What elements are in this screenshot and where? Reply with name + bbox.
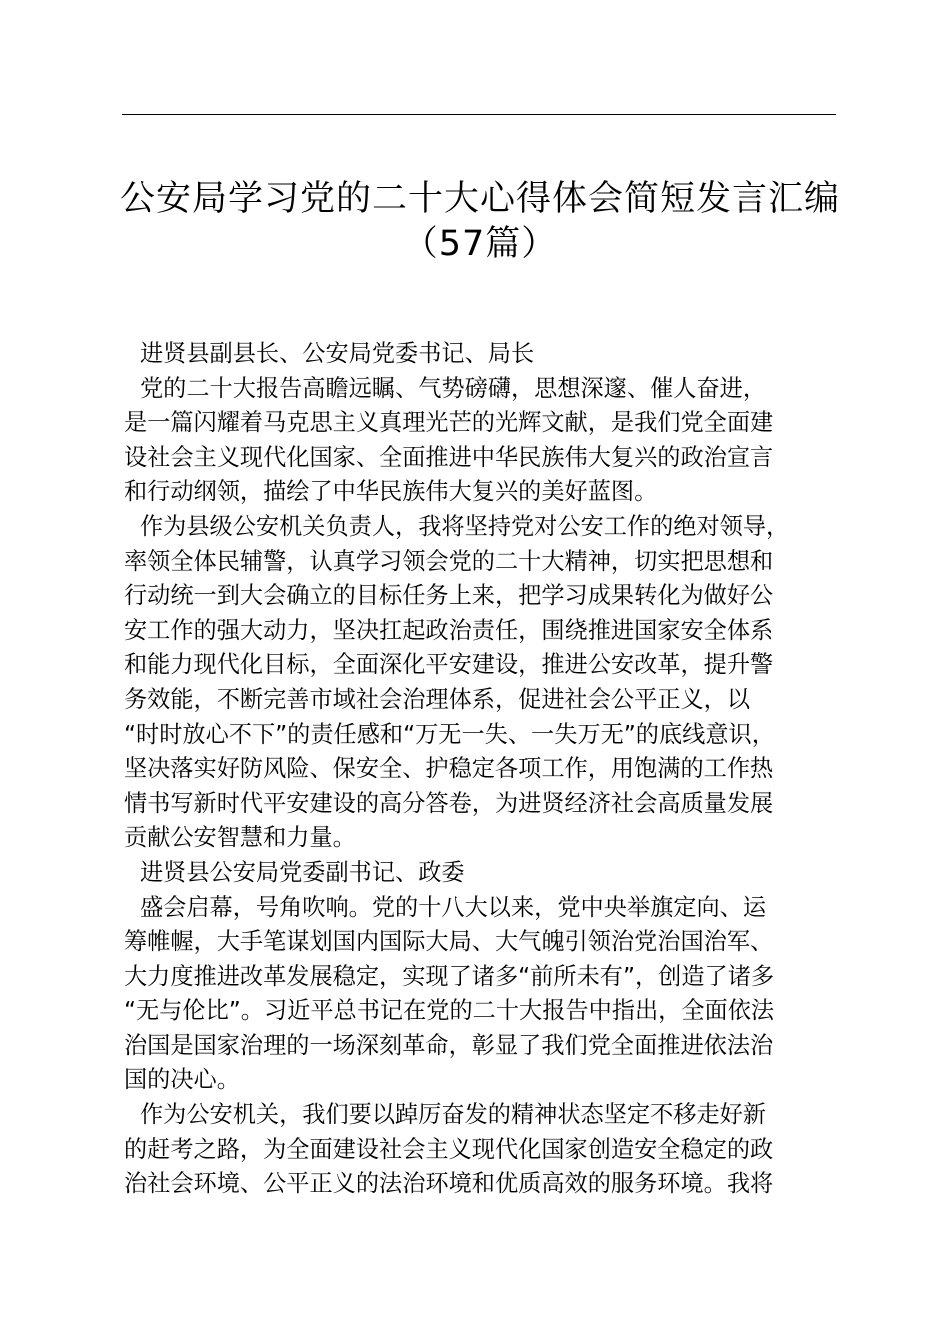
text-line: 是一篇闪耀着马克思主义真理光芒的光辉文献，是我们党全面建 xyxy=(124,409,774,437)
text-line: 行动统一到大会确立的目标任务上来，把学习成果转化为做好公 xyxy=(124,582,774,610)
text-line: 治社会环境、公平正义的法治环境和优质高效的服务环境。我将 xyxy=(124,1170,774,1198)
text-line: 盛会启幕，号角吹响。党的十八大以来，党中央举旗定向、运 xyxy=(140,893,767,921)
text-line: 设社会主义现代化国家、全面推进中华民族伟大复兴的政治宣言 xyxy=(124,443,774,471)
text-line: 筹帷幄，大手笔谋划国内国际大局、大气魄引领治党治国治军、 xyxy=(124,928,774,956)
header-rule xyxy=(122,114,836,115)
text-line: 国的决心。 xyxy=(124,1066,240,1094)
document-title: 公安局学习党的二十大心得体会简短发言汇编 xyxy=(119,179,840,219)
text-line: 进贤县副县长、公安局党委书记、局长 xyxy=(140,340,535,367)
text-line: 作为县级公安机关负责人，我将坚持党对公安工作的绝对领导， xyxy=(140,512,790,540)
text-line: 率领全体民辅警，认真学习领会党的二十大精神，切实把思想和 xyxy=(124,547,774,575)
text-line: “无与伦比”。习近平总书记在党的二十大报告中指出，全面依法 xyxy=(124,997,775,1025)
text-line: 和能力现代化目标，全面深化平安建设，推进公安改革，提升警 xyxy=(124,651,774,679)
text-line: 大力度推进改革发展稳定，实现了诸多“前所未有”，创造了诸多 xyxy=(124,962,775,990)
text-line: 情书写新时代平安建设的高分答卷，为进贤经济社会高质量发展 xyxy=(124,789,774,817)
text-line: 治国是国家治理的一场深刻革命，彰显了我们党全面推进依法治 xyxy=(124,1031,774,1059)
document-subtitle: （57篇） xyxy=(402,224,558,264)
text-line: 党的二十大报告高瞻远瞩、气势磅礴，思想深邃、催人奋进， xyxy=(140,374,767,402)
text-line: 进贤县公安局党委副书记、政委 xyxy=(140,858,465,886)
text-line: 贡献公安智慧和力量。 xyxy=(124,824,356,852)
text-line: 安工作的强大动力，坚决扛起政治责任，围绕推进国家安全体系 xyxy=(124,616,774,644)
text-line: 的赶考之路，为全面建设社会主义现代化国家创造安全稳定的政 xyxy=(124,1135,774,1163)
text-line: 作为公安机关，我们要以踔厉奋发的精神状态坚定不移走好新 xyxy=(140,1101,767,1129)
document-body xyxy=(124,337,860,1202)
text-line: “时时放心不下”的责任感和“万无一失、一失万无”的底线意识， xyxy=(124,720,775,748)
text-line: 坚决落实好防风险、保安全、护稳定各项工作，用饱满的工作热 xyxy=(124,755,774,783)
text-line: 和行动纲领，描绘了中华民族伟大复兴的美好蓝图。 xyxy=(124,478,658,506)
text-line: 务效能，不断完善市域社会治理体系，促进社会公平正义，以 xyxy=(124,685,751,713)
